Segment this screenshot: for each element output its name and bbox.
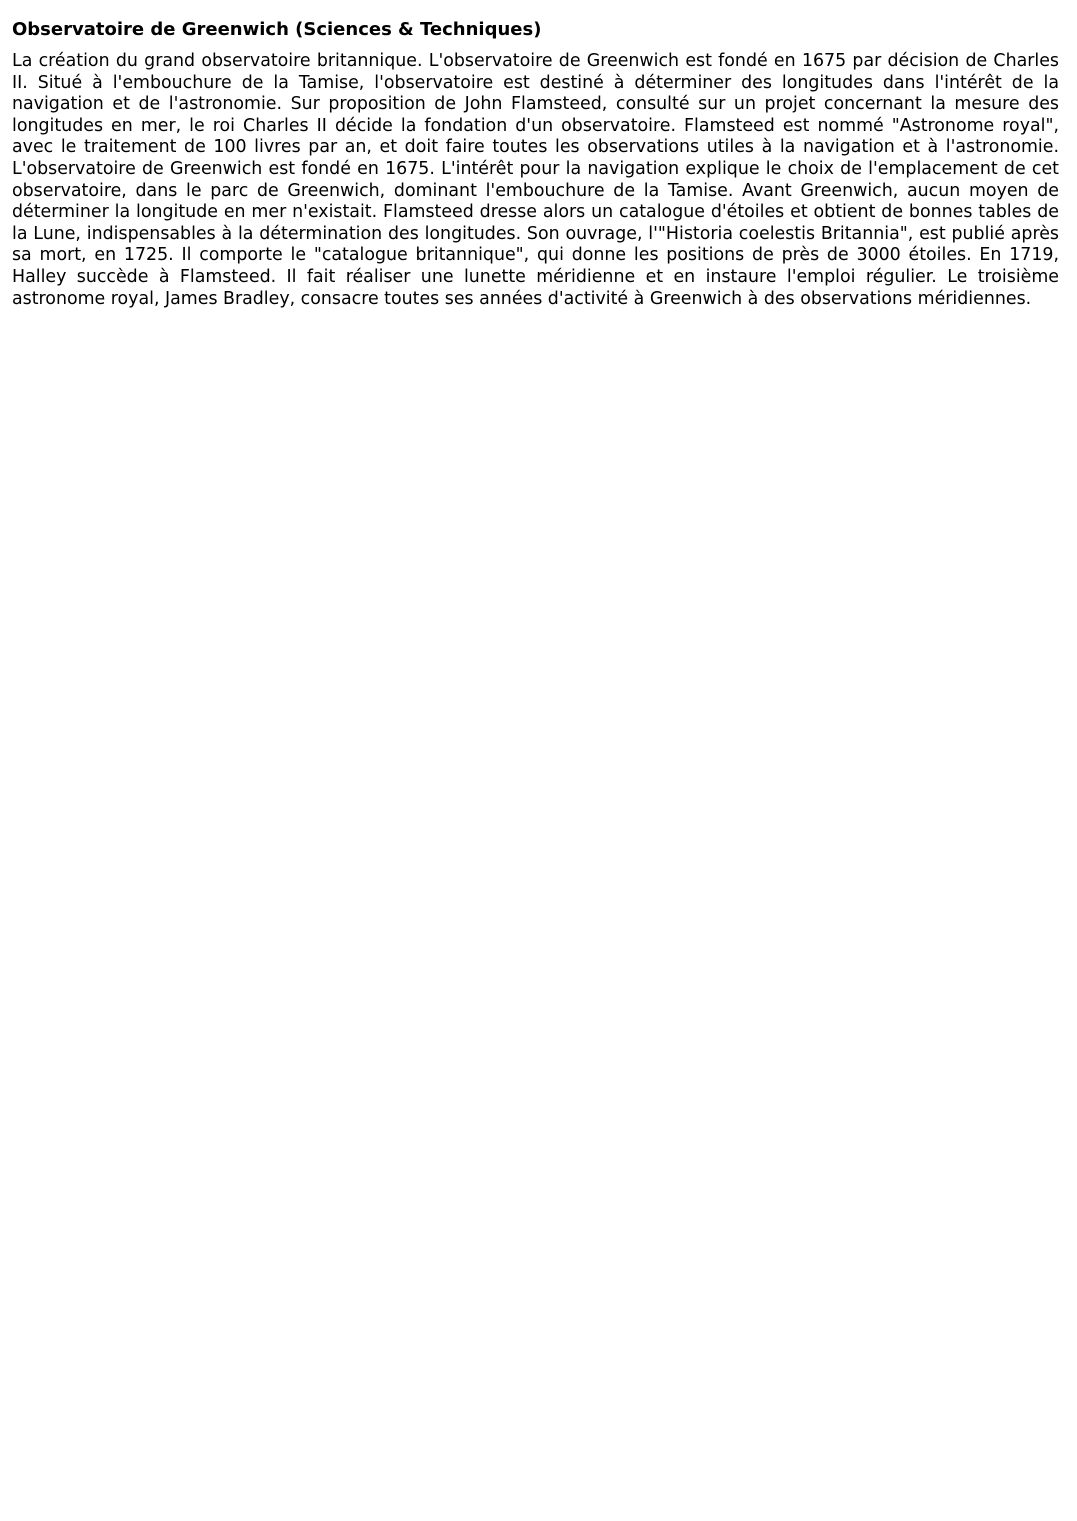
document-title: Observatoire de Greenwich (Sciences & Techniques) bbox=[12, 19, 542, 40]
document-body-paragraph: La création du grand observatoire britannique. L'observatoire de Greenwich est fondé en 1675 par décision de Charles II. Situé à l'embouchure de la Tamise, l'observatoire est destiné à déterminer des longitudes dans l'intérêt de la navigation et de l'astronomie. Sur proposition de John Flamsteed, consulté sur un projet concernant la mesure des longitudes en mer, le roi Charles II décide la fondation d'un observatoire. Flamsteed est nommé "Astronome royal", avec le traitement de 100 livres par an, et doit faire toutes les observations utiles à la navigation et à l'astronomie. L'observatoire de Greenwich est fondé en 1675. L'intérêt pour la navigation explique le choix de l'emplacement de cet observatoire, dans le parc de Greenwich, dominant l'embouchure de la Tamise. Avant Greenwich, aucun moyen de déterminer la longitude en mer n'existait. Flamsteed dresse alors un catalogue d'étoiles et obtient de bonnes tables de la Lune, indispensables à la détermination des longitudes. Son ouvrage, l'"Historia coelestis Britannia", est publié après sa mort, en 1725. Il comporte le "catalogue britannique", qui donne les positions de près de 3000 étoiles. En 1719, Halley succède à Flamsteed. Il fait réaliser une lunette méridienne et en instaure l'emploi régulier. Le troisième astronome royal, James Bradley, consacre toutes ses années d'activité à Greenwich à des observations méridiennes. bbox=[12, 51, 1059, 309]
document-page bbox=[12, 17, 1059, 310]
